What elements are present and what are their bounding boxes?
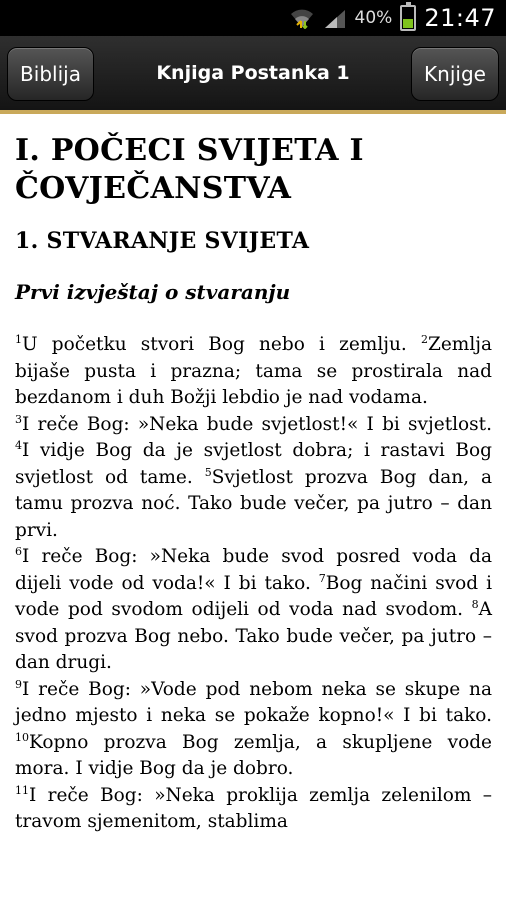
books-button[interactable]: Knjige	[411, 47, 499, 101]
verse-paragraph	[15, 412, 492, 545]
wifi-icon	[289, 7, 315, 29]
page-title: Knjiga Postanka 1	[156, 62, 350, 84]
verse-number: 1	[15, 332, 22, 346]
signal-icon	[323, 8, 347, 28]
verse-text: A svod prozva Bog nebo. Tako bude večer, pa jutro – dan drugi.	[15, 599, 492, 673]
clock: 21:47	[424, 4, 496, 32]
verse-text: I reče Bog: »Vode pod nebom neka se skupe na jedno mjesto i neka se pokaže kopno!« I bi tako.	[15, 678, 492, 726]
verse-number: 3	[15, 412, 22, 426]
status-bar	[0, 0, 506, 36]
verse-text: U početku stvori Bog nebo i zemlju.	[22, 334, 421, 355]
verse-paragraph	[15, 544, 492, 677]
book-heading: I. POČECI SVIJETA I ČOVJEČANSTVA	[15, 133, 364, 206]
verse-number: 4	[15, 438, 22, 452]
verse-number: 7	[318, 571, 326, 585]
battery-percent: 40%	[354, 8, 393, 28]
verse-text: I reče Bog: »Neka bude svjetlost!« I bi svjetlost.	[22, 413, 492, 435]
battery-icon	[400, 5, 416, 31]
verse-text: Kopno prozva Bog zemlja, a skupljene vode mora. I vidje Bog da je dobro.	[15, 731, 492, 779]
section-title: Prvi izvještaj o stvaranju	[15, 280, 291, 304]
verse-text: I vidje Bog da je svjetlost dobra; i rastavi Bog svjetlost od tame.	[15, 440, 492, 488]
verse-number: 6	[15, 544, 22, 558]
verse-text: Bog načini svod i vode pod svodom odijeli od voda nad svodom.	[15, 572, 492, 620]
verse-text: I reče Bog: »Neka proklija zemlja zelenilom – travom sjemenitom, stablima	[15, 784, 492, 832]
action-bar	[0, 36, 506, 114]
verse-text: Zemlja bijaše pusta i prazna; tama se prostirala nad bezdanom i duh Božji lebdio je nad vodama.	[15, 334, 492, 408]
chapter-subheading: 1. STVARANJE SVIJETA	[15, 228, 310, 254]
verse-text: I reče Bog: »Neka bude svod posred voda da dijeli vode od voda!« I bi tako.	[15, 546, 492, 594]
chapter-content[interactable]	[0, 114, 506, 900]
verse-number: 9	[15, 677, 22, 691]
verse-paragraph	[15, 677, 492, 783]
verse-paragraph	[15, 332, 492, 412]
verse-number: 11	[15, 783, 29, 797]
verses	[15, 332, 492, 836]
bible-button[interactable]: Biblija	[7, 47, 94, 101]
status-icons	[289, 0, 496, 36]
verse-number: 10	[15, 730, 29, 744]
verse-number: 2	[420, 332, 428, 346]
verse-paragraph	[15, 783, 492, 836]
verse-number: 8	[471, 597, 479, 611]
verse-number: 5	[204, 465, 212, 479]
verse-text: Svjetlost prozva Bog dan, a tamu prozva noć. Tako bude večer, pa jutro – dan prvi.	[15, 466, 492, 541]
